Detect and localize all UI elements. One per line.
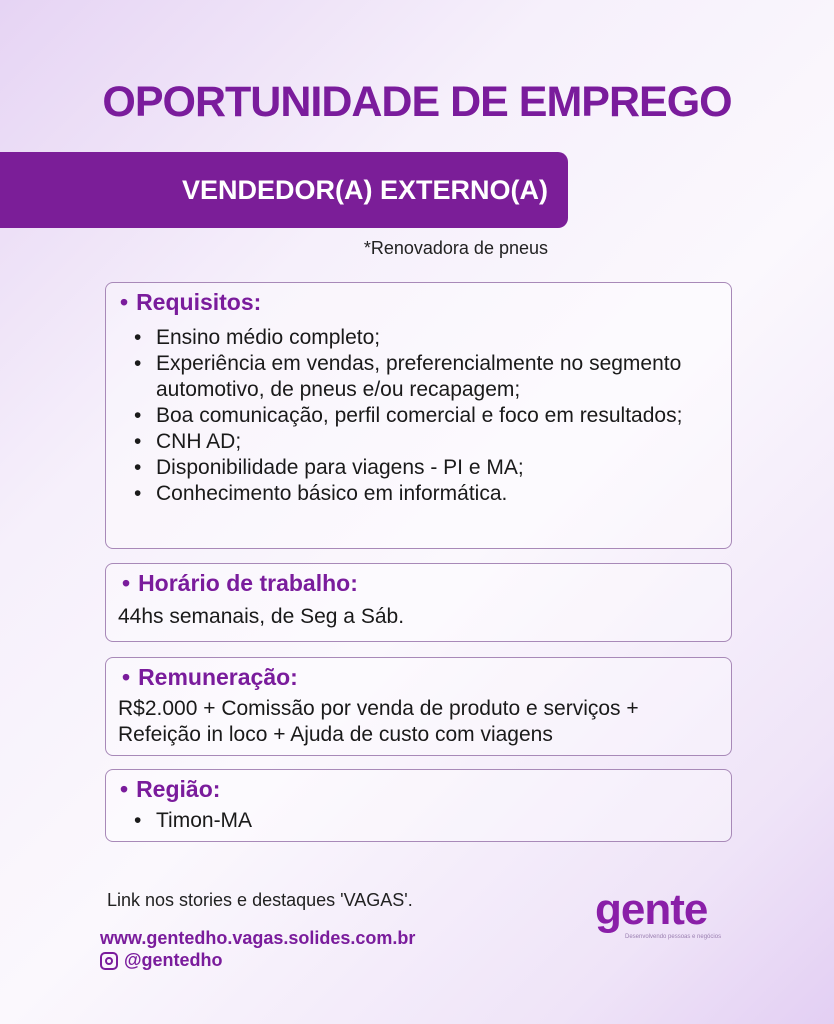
logo-word: gente: [595, 885, 708, 934]
region-box: [105, 769, 732, 842]
footer-note: Link nos stories e destaques 'VAGAS'.: [107, 890, 413, 910]
company-note: *Renovadora de pneus: [363, 238, 548, 258]
list-item: • Boa comunicação, perfil comercial e foco em resultados;: [134, 403, 717, 429]
list-item: • Disponibilidade para viagens - PI e MA;: [134, 455, 717, 481]
instagram-link[interactable]: [100, 950, 223, 971]
gente-logo: [595, 885, 735, 940]
list-item: • Ensino médio completo;: [134, 325, 717, 351]
list-item: • Experiência em vendas, preferencialmente no segmento automotivo, de pneus e/ou recapagem;: [134, 351, 717, 403]
schedule-text: 44hs semanais, de Seg a Sáb.: [118, 605, 405, 628]
list-item: • Conhecimento básico em informática.: [134, 481, 717, 507]
list-item: • Timon-MA: [134, 808, 717, 834]
region-heading: • Região:: [120, 774, 717, 804]
website-link[interactable]: www.gentedho.vagas.solides.com.br: [100, 928, 416, 948]
pay-heading: • Remuneração:: [118, 662, 717, 692]
requirements-box: [105, 282, 732, 549]
instagram-handle: @gentedho: [124, 950, 223, 970]
pay-box: [105, 657, 732, 756]
pay-text: R$2.000 + Comissão por venda de produto e serviços + Refeição in loco + Ajuda de custo com viagens: [118, 697, 639, 746]
requirements-heading: • Requisitos:: [120, 287, 717, 317]
page-title: OPORTUNIDADE DE EMPREGO: [102, 78, 732, 126]
instagram-icon: [100, 952, 118, 970]
schedule-heading: • Horário de trabalho:: [118, 568, 717, 598]
schedule-box: [105, 563, 732, 642]
list-item: • CNH AD;: [134, 429, 717, 455]
logo-tagline: Desenvolvendo pessoas e negócios: [625, 934, 722, 940]
position-banner: VENDEDOR(A) EXTERNO(A): [0, 152, 568, 228]
